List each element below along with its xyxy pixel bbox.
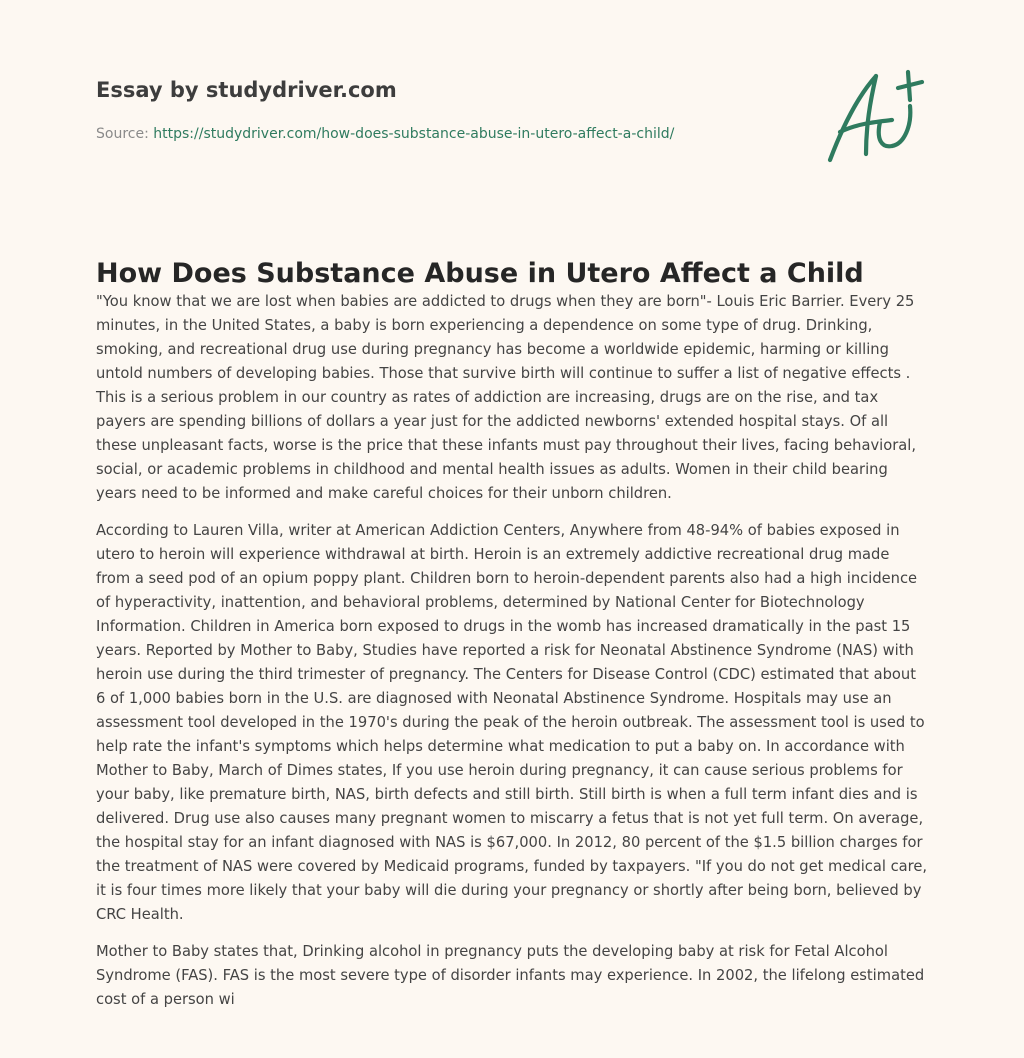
essay-title: How Does Substance Abuse in Utero Affect a Child: [96, 258, 864, 289]
a-plus-logo-icon: [818, 66, 928, 166]
brand-title: Essay by studydriver.com: [96, 78, 397, 102]
essay-paragraph-1: "You know that we are lost when babies are addicted to drugs when they are born"- Louis Eric Barrier. Every 25 minutes, in the United States, a baby is born experiencing a dependence on some type of drug. Drinking, smoking, and recreational drug use during pregnancy has become a worldwide epidemic, harming or killing untold numbers of developing babies. Those that survive birth will continue to suffer a list of negative effects . This is a serious problem in our country as rates of addiction are increasing, drugs are on the rise, and tax payers are spending billions of dollars a year just for the addicted newborns' extended hospital stays. Of all these unpleasant facts, worse is the price that these infants must pay throughout their lives, facing behavioral, social, or academic problems in childhood and mental health issues as adults. Women in their child bearing years need to be informed and make careful choices for their unborn children.: [96, 293, 917, 502]
essay-paragraph-3: Mother to Baby states that, Drinking alcohol in pregnancy puts the developing baby at risk for Fetal Alcohol Syndrome (FAS). FAS is the most severe type of disorder infants may experience. In 2002, the lifelong estimated cost of a person wi: [96, 943, 925, 1008]
source-line: [96, 124, 796, 144]
essay-body: [96, 290, 928, 1025]
source-link[interactable]: https://studydriver.com/how-does-substance-abuse-in-utero-affect-a-child/: [153, 126, 675, 142]
site-header: [96, 76, 796, 144]
essay-paragraph-2: According to Lauren Villa, writer at American Addiction Centers, Anywhere from 48-94% of babies exposed in utero to heroin will experience withdrawal at birth. Heroin is an extremely addictive recreational drug made from a seed pod of an opium poppy plant. Children born to heroin-dependent parents also had a high incidence of hyperactivity, inattention, and behavioral problems, determined by National Center for Biotechnology Information. Children in America born exposed to drugs in the womb has increased dramatically in the past 15 years. Reported by Mother to Baby, Studies have reported a risk for Neonatal Abstinence Syndrome (NAS) with heroin use during the third trimester of pregnancy. The Centers for Disease Control (CDC) estimated that about 6 of 1,000 babies born in the U.S. are diagnosed with Neonatal Abstinence Syndrome. Hospitals may use an assessment tool developed in the 1970's during the peak of the heroin outbreak. The assessment tool is used to help rate the infant's symptoms which helps determine what medication to put a baby on. In accordance with Mother to Baby, March of Dimes states, If you use heroin during pregnancy, it can cause serious problems for your baby, like premature birth, NAS, birth defects and still birth. Still birth is when a full term infant dies and is delivered. Drug use also causes many pregnant women to miscarry a fetus that is not yet full term. On average, the hospital stay for an infant diagnosed with NAS is $67,000. In 2012, 80 percent of the $1.5 billion charges for the treatment of NAS were covered by Medicaid programs, funded by taxpayers. "If you do not get medical care, it is four times more likely that your baby will die during your pregnancy or shortly after being born, believed by CRC Health.: [96, 522, 928, 923]
source-label: Source:: [96, 126, 154, 142]
